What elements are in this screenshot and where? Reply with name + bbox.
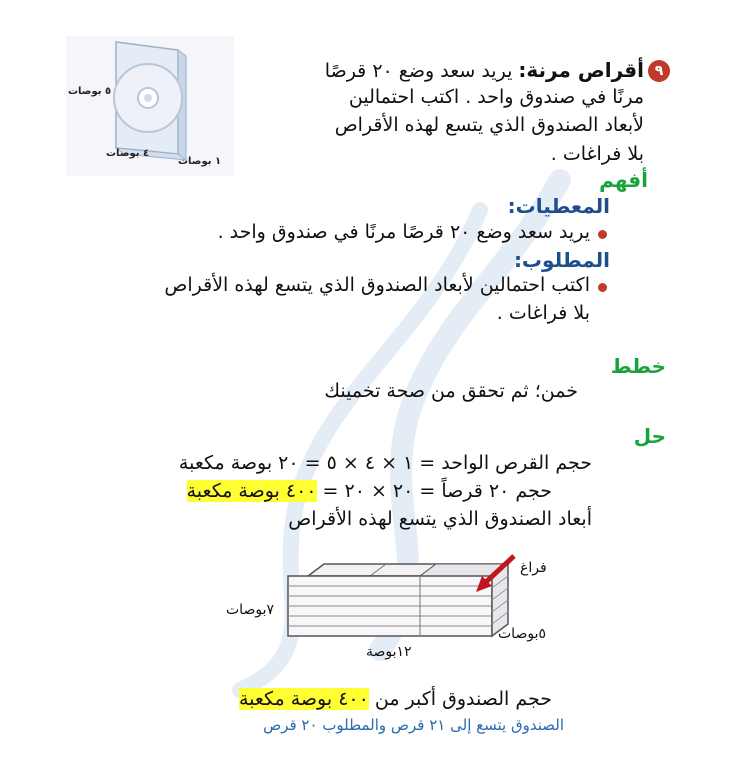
givens-heading: المعطيات: — [507, 194, 610, 218]
problem-line-1-text: يريد سعد وضع ٢٠ قرصًا — [324, 60, 513, 82]
givens-bullet — [598, 230, 607, 239]
problem-line-1 — [325, 58, 644, 82]
solve-heading: حل — [633, 424, 666, 448]
problem-number-badge: ٩ — [648, 60, 670, 82]
required-heading: المطلوب: — [513, 248, 610, 272]
cd-illustration — [66, 36, 234, 176]
problem-line-4: بلا فراغات . — [550, 143, 644, 165]
solve-line-2 — [187, 480, 552, 502]
solve-line-2-highlight: ٤٠٠ بوصة مكعبة — [186, 480, 317, 502]
conclusion-prefix: حجم الصندوق أكبر من — [368, 688, 552, 710]
conclusion-highlight: ٤٠٠ بوصة مكعبة — [238, 688, 369, 710]
diagram-length-label: ١٢بوصة — [366, 644, 412, 660]
diagram-gap-label: فراغ — [520, 560, 547, 576]
givens-text: يريد سعد وضع ٢٠ قرصًا مرنًا في صندوق واحد . — [217, 221, 590, 243]
conclusion-caption: الصندوق يتسع إلى ٢١ قرص والمطلوب ٢٠ قرص — [263, 716, 564, 734]
box-diagram — [280, 548, 520, 658]
solve-line-2-prefix: حجم ٢٠ قرصاً = ٢٠ × ٢٠ = — [316, 480, 552, 502]
diagram-depth-label: ٥بوصات — [498, 626, 546, 642]
problem-line-2: مرنًا في صندوق واحد . اكتب احتمالين — [348, 86, 644, 108]
cd-height-label: ٥ بوصات — [68, 86, 112, 97]
solve-line-1: حجم القرص الواحد = ١ × ٤ × ٥ = ٢٠ بوصة مكعبة — [178, 452, 592, 474]
required-line-1: اكتب احتمالين لأبعاد الصندوق الذي يتسع لهذه الأقراص — [164, 274, 590, 296]
cd-case-icon — [66, 36, 234, 176]
problem-title: أقراص مرنة: — [518, 58, 644, 82]
cd-depth-label: ١ بوصات — [178, 156, 222, 167]
required-line-2: بلا فراغات . — [496, 302, 590, 324]
understand-heading: أفهم — [599, 168, 648, 192]
required-bullet — [598, 283, 607, 292]
diagram-height-label: ٧بوصات — [226, 602, 274, 618]
solve-line-3: أبعاد الصندوق الذي يتسع لهذه الأقراص — [288, 508, 592, 530]
plan-heading: خطط — [610, 354, 666, 378]
conclusion-line — [239, 688, 552, 710]
plan-text: خمن؛ ثم تحقق من صحة تخمينك — [324, 380, 578, 402]
problem-line-3: لأبعاد الصندوق الذي يتسع لهذه الأقراص — [334, 114, 644, 136]
cd-width-label: ٤ بوصات — [106, 148, 150, 159]
